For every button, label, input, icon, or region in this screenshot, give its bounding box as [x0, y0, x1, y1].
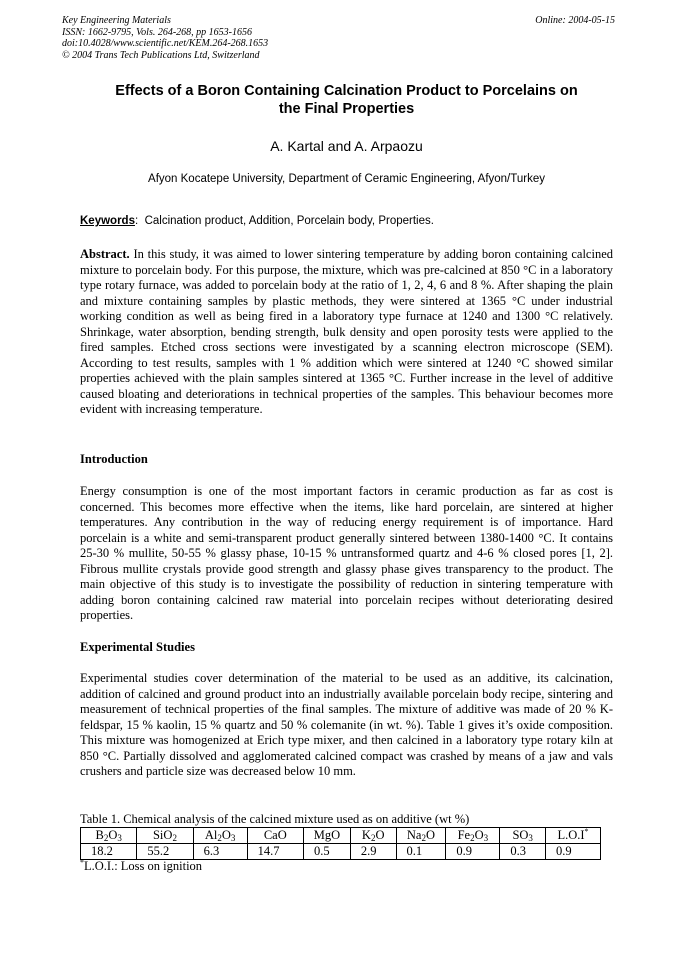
header-base: L.O.I: [557, 828, 585, 842]
experimental-heading: Experimental Studies: [80, 640, 195, 654]
header-rest: O: [425, 828, 435, 842]
header-sub: 2: [172, 833, 177, 843]
table-value-cell: 2.9: [350, 844, 396, 860]
table-value-cell: 0.3: [500, 844, 546, 860]
footnote-text: L.O.I.: Loss on ignition: [84, 859, 203, 873]
header-base: Fe: [457, 828, 471, 842]
table-header-cell: [350, 828, 396, 844]
header-sub: 2: [470, 833, 475, 843]
table-header-cell: [545, 828, 600, 844]
header-rest: O: [375, 828, 385, 842]
journal-name: Key Engineering Materials: [62, 15, 171, 26]
header-sub: 2: [421, 833, 426, 843]
header-sup: *: [584, 827, 589, 836]
table-header-cell: [137, 828, 193, 844]
header-base: B: [95, 828, 104, 842]
title-line-1: Effects of a Boron Containing Calcination Product to Porcelains on: [115, 83, 578, 99]
abstract: [80, 247, 613, 418]
authors: A. Kartal and A. Arpaozu: [270, 138, 423, 154]
header-base: K: [361, 828, 371, 842]
doi-line: doi:10.4028/www.scientific.net/KEM.264-268.1653: [62, 38, 269, 49]
table-value-row: [81, 844, 601, 860]
header-rest: O: [474, 828, 484, 842]
introduction-text: Energy consumption is one of the most important factors in ceramic production as far as cost is concerned. This becomes more effective when the items, like hard porcelain, are sintered at higher temperatures. Any contribution in the way of reducing energy requirement is of importance. Hard porcelain is a white and semi-transparent product generally sintered between 1380-1400 °C. It contains 25-30 % mullite, 50-55 % glassy phase, 10-15 % untransformed quartz and 4-6 % closed pores [1, 2]. Fibrous mullite crystals provide good strength and glassy phase gives transparency to the product. The main objective of this study is to investigate the possibility of reduction in sintering temperature with adding boron containing calcined raw material into porcelain recipes without deteriorating desired properties.: [80, 484, 613, 622]
table-header-row: [81, 828, 601, 844]
affiliation: Afyon Kocatepe University, Department of Ceramic Engineering, Afyon/Turkey: [148, 173, 545, 185]
abstract-text: In this study, it was aimed to lower sintering temperature by adding boron containing calcined mixture to porcelain body. For this purpose, the mixture, which was pre-calcined at 850 °C in a laboratory type rotary furnace, was added to porcelain body at the ratio of 1, 2, 4, 6 and 8 %. After shaping the plain and mixture containing samples by plastic methods, they were sintered at 1365 °C under industrial working condition as well as being fired in a laboratory type furnace at 1240 and 1300 °C relatively. Shrinkage, water absorption, bending strength, bulk density and open porosity tests were applied to the fired samples. Etched cross sections were investigated by a scanning electron microscope (SEM). According to test results, samples with 1 % addition which were sintered at 1240 °C showed similar properties achieved with the plain samples sintered at 1365 °C. Further increase in the level of additive caused bloating and deteriorations in technical properties of the samples. This behaviour becomes more evident with increasing temperature.: [80, 247, 613, 416]
journal-header: [62, 15, 268, 61]
footnote-mark: *: [80, 858, 84, 867]
table-header-cell: [247, 828, 303, 844]
table-value-cell: 55.2: [137, 844, 193, 860]
header-base: Na: [406, 828, 422, 842]
header-sub2: 3: [230, 833, 236, 843]
title-line-2: the Final Properties: [278, 101, 415, 117]
copyright-line: © 2004 Trans Tech Publications Ltd, Switzerland: [62, 49, 260, 61]
header-sub: 2: [370, 833, 376, 843]
header-base: SiO: [152, 828, 173, 842]
table-value-cell: 14.7: [247, 844, 303, 860]
table-value-cell: 0.9: [545, 844, 600, 860]
header-sub: 2: [103, 833, 109, 843]
table-value-cell: 0.9: [446, 844, 500, 860]
header-base: CaO: [263, 828, 287, 842]
header-sub2: 3: [117, 833, 122, 843]
abstract-label: Abstract.: [80, 247, 130, 261]
table-value-cell: 0.1: [396, 844, 446, 860]
table-value-cell: 0.5: [303, 844, 350, 860]
header-sub2: 3: [483, 833, 489, 843]
table-header-cell: [500, 828, 546, 844]
header-base: Al: [204, 828, 218, 842]
paper-title: [80, 82, 613, 118]
keywords-colon: :: [134, 215, 145, 227]
experimental-text: Experimental studies cover determination of the material to be used as an additive, its calcination, addition of calcined and ground product into an industrially available porcelain body recipe, sintering and measurement of technical properties of the final samples. The mixture of additive was made of 20 % K-feldspar, 15 % kaolin, 15 % quartz and 50 % colemanite (in wt. %). Table 1 gives it’s oxide composition. This mixture was homogenized at Erich type mixer, and then calcined in a laboratory type rotary kiln at 850 °C. Partially dissolved and agglomerated calcined compact was crashed by means of a jaw and vals crushers and particle size was decreased below 10 mm.: [80, 671, 613, 778]
table-footnote: [80, 859, 202, 874]
table-header-cell: [81, 828, 137, 844]
table-header-cell: [193, 828, 247, 844]
table-caption: Table 1. Chemical analysis of the calcined mixture used as on additive (wt %): [80, 812, 470, 826]
table-header-cell: [446, 828, 500, 844]
keywords-text: Calcination product, Addition, Porcelain body, Properties.: [144, 215, 434, 227]
keywords: [80, 215, 613, 227]
header-sub: 2: [217, 833, 222, 843]
table-header-cell: [303, 828, 350, 844]
table-value-cell: 18.2: [81, 844, 137, 860]
table-value-cell: 6.3: [193, 844, 247, 860]
header-base: SO: [512, 828, 529, 842]
header-base: MgO: [313, 828, 341, 842]
table-header-cell: [396, 828, 446, 844]
keywords-label: Keywords: [80, 215, 135, 227]
chemical-analysis-table: [80, 827, 601, 860]
online-date: Online: 2004-05-15: [535, 15, 615, 26]
header-rest: O: [108, 828, 118, 842]
issn-line: ISSN: 1662-9795, Vols. 264-268, pp 1653-1656: [62, 26, 252, 38]
header-rest: O: [221, 828, 231, 842]
header-sub: 3: [528, 833, 533, 843]
introduction-heading: Introduction: [80, 452, 148, 466]
